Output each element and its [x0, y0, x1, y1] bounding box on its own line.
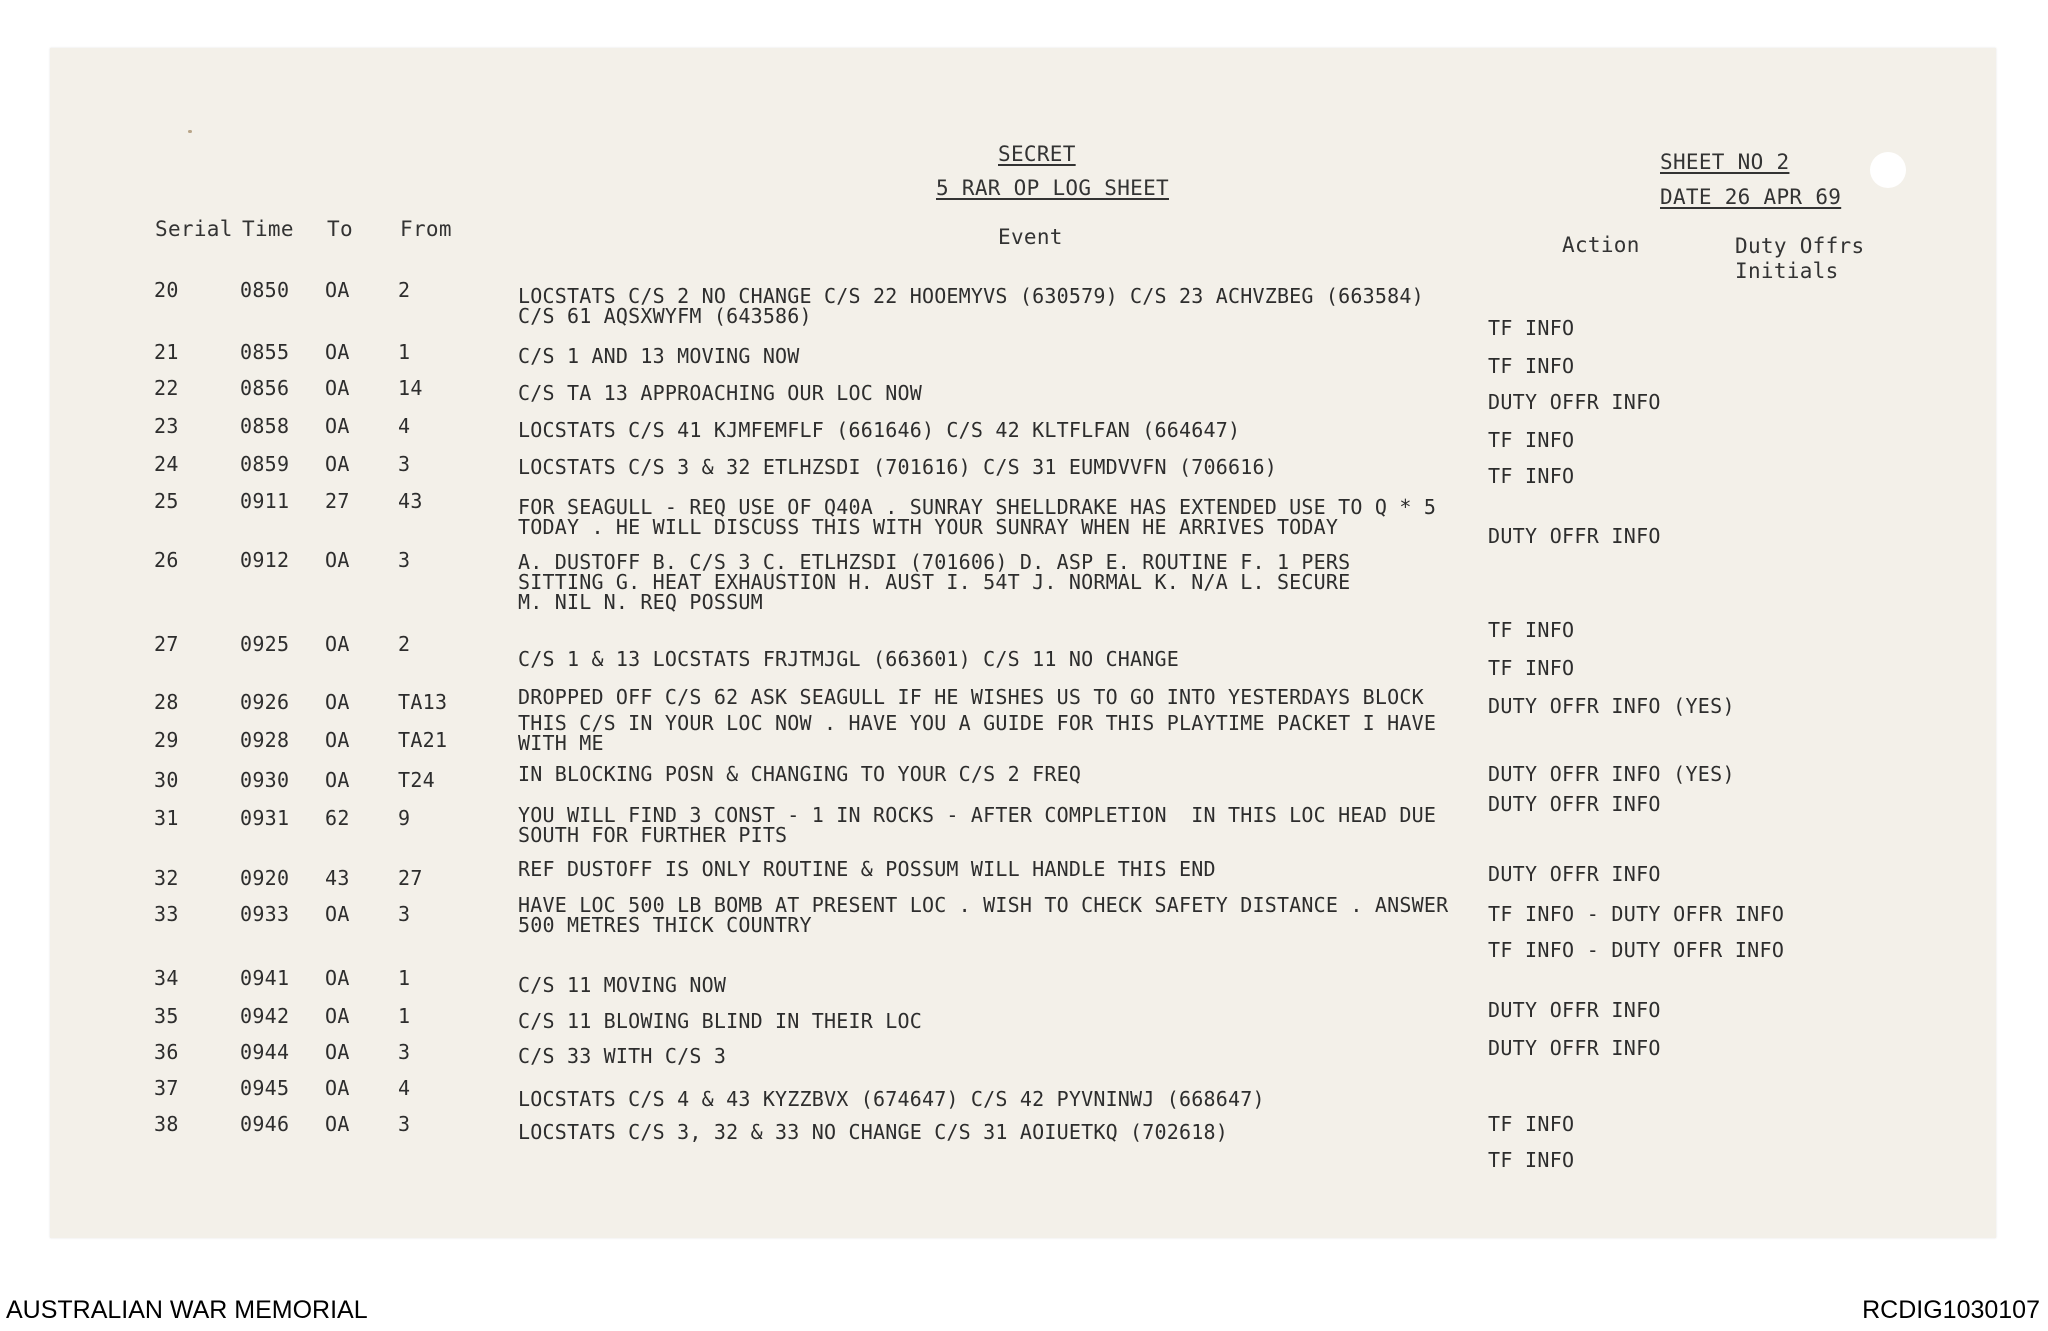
row-event-line: SOUTH FOR FURTHER PITS [518, 823, 788, 847]
row-event-line: LOCSTATS C/S 41 KJMFEMFLF (661646) C/S 42 KLTFLFAN (664647) [518, 418, 1241, 442]
row-time: 0858 [240, 414, 290, 438]
row-action: DUTY OFFR INFO (YES) [1488, 762, 1735, 786]
row-from: 43 [398, 489, 423, 513]
row-action: DUTY OFFR INFO (YES) [1488, 694, 1735, 718]
row-action: DUTY OFFR INFO [1488, 524, 1661, 548]
row-event-line: LOCSTATS C/S 3 & 32 ETLHZSDI (701616) C/S 31 EUMDVVFN (706616) [518, 455, 1277, 479]
row-from: 1 [398, 1004, 411, 1028]
row-from: 2 [398, 278, 411, 302]
row-serial: 23 [154, 414, 179, 438]
row-serial: 27 [154, 632, 179, 656]
row-time: 0859 [240, 452, 290, 476]
row-time: 0855 [240, 340, 290, 364]
row-from: 2 [398, 632, 411, 656]
row-event-line: SITTING G. HEAT EXHAUSTION H. AUST I. 54T J. NORMAL K. N/A L. SECURE [518, 570, 1351, 594]
col-to-header: To [327, 217, 353, 241]
row-event-line: HAVE LOC 500 LB BOMB AT PRESENT LOC . WISH TO CHECK SAFETY DISTANCE . ANSWER [518, 893, 1449, 917]
row-serial: 20 [154, 278, 179, 302]
row-action: DUTY OFFR INFO [1488, 998, 1661, 1022]
row-serial: 35 [154, 1004, 179, 1028]
row-event-line: DROPPED OFF C/S 62 ASK SEAGULL IF HE WISHES US TO GO INTO YESTERDAYS BLOCK [518, 685, 1424, 709]
row-time: 0925 [240, 632, 290, 656]
row-event-line: IN BLOCKING POSN & CHANGING TO YOUR C/S 2 FREQ [518, 762, 1082, 786]
col-duty-header-line2: Initials [1735, 259, 1839, 283]
row-from: 14 [398, 376, 423, 400]
row-event-line: C/S 1 AND 13 MOVING NOW [518, 344, 800, 368]
row-time: 0912 [240, 548, 290, 572]
row-action: TF INFO [1488, 656, 1575, 680]
row-event-line: FOR SEAGULL - REQ USE OF Q40A . SUNRAY SHELLDRAKE HAS EXTENDED USE TO Q * 5 [518, 495, 1437, 519]
row-from: TA21 [398, 728, 448, 752]
row-to: OA [325, 632, 350, 656]
row-serial: 32 [154, 866, 179, 890]
sheet-title: 5 RAR OP LOG SHEET [936, 176, 1169, 200]
row-time: 0933 [240, 902, 290, 926]
row-from: T24 [398, 768, 436, 792]
row-event-line: THIS C/S IN YOUR LOC NOW . HAVE YOU A GUIDE FOR THIS PLAYTIME PACKET I HAVE [518, 711, 1437, 735]
row-to: 27 [325, 489, 350, 513]
row-to: OA [325, 278, 350, 302]
row-serial: 24 [154, 452, 179, 476]
row-action: DUTY OFFR INFO [1488, 390, 1661, 414]
row-to: OA [325, 340, 350, 364]
row-event-line: C/S 33 WITH C/S 3 [518, 1044, 727, 1068]
row-serial: 25 [154, 489, 179, 513]
sheet-date: DATE 26 APR 69 [1660, 185, 1842, 209]
row-to: OA [325, 768, 350, 792]
row-time: 0941 [240, 966, 290, 990]
row-action: TF INFO [1488, 618, 1575, 642]
row-action: DUTY OFFR INFO [1488, 1036, 1661, 1060]
row-event-line: C/S 11 MOVING NOW [518, 973, 727, 997]
row-from: TA13 [398, 690, 448, 714]
row-serial: 38 [154, 1112, 179, 1136]
row-from: 1 [398, 340, 411, 364]
punch-hole [1870, 152, 1906, 188]
col-duty-header-line1: Duty Offrs [1735, 234, 1865, 258]
row-event-line: YOU WILL FIND 3 CONST - 1 IN ROCKS - AFTER COMPLETION IN THIS LOC HEAD DUE [518, 803, 1437, 827]
row-action: DUTY OFFR INFO [1488, 862, 1661, 886]
row-from: 3 [398, 1040, 411, 1064]
sheet-number: SHEET NO 2 [1660, 150, 1790, 174]
row-action: DUTY OFFR INFO [1488, 792, 1661, 816]
row-to: OA [325, 1004, 350, 1028]
row-time: 0850 [240, 278, 290, 302]
classification-heading: SECRET [998, 142, 1076, 166]
row-serial: 22 [154, 376, 179, 400]
row-action: TF INFO [1488, 428, 1575, 452]
paper-speck [188, 130, 192, 133]
row-event-line: TODAY . HE WILL DISCUSS THIS WITH YOUR SUNRAY WHEN HE ARRIVES TODAY [518, 515, 1339, 539]
row-action: TF INFO [1488, 464, 1575, 488]
row-event-line: 500 METRES THICK COUNTRY [518, 913, 812, 937]
row-to: OA [325, 966, 350, 990]
row-time: 0945 [240, 1076, 290, 1100]
row-to: OA [325, 1040, 350, 1064]
row-to: OA [325, 548, 350, 572]
col-time-header: Time [242, 217, 294, 241]
row-time: 0856 [240, 376, 290, 400]
row-time: 0926 [240, 690, 290, 714]
row-from: 9 [398, 806, 411, 830]
row-time: 0928 [240, 728, 290, 752]
row-from: 1 [398, 966, 411, 990]
row-action: TF INFO - DUTY OFFR INFO [1488, 902, 1785, 926]
row-to: OA [325, 690, 350, 714]
row-serial: 34 [154, 966, 179, 990]
row-from: 3 [398, 1112, 411, 1136]
row-action-trailing: TF INFO [1488, 1148, 1575, 1172]
row-to: OA [325, 1076, 350, 1100]
row-to: 62 [325, 806, 350, 830]
col-event-header: Event [998, 225, 1063, 249]
row-to: 43 [325, 866, 350, 890]
row-from: 4 [398, 414, 411, 438]
row-serial: 33 [154, 902, 179, 926]
row-event-line: LOCSTATS C/S 2 NO CHANGE C/S 22 HOOEMYVS (630579) C/S 23 ACHVZBEG (663584) [518, 284, 1424, 308]
row-time: 0942 [240, 1004, 290, 1028]
row-action: TF INFO [1488, 1112, 1575, 1136]
row-event-line: A. DUSTOFF B. C/S 3 C. ETLHZSDI (701606) D. ASP E. ROUTINE F. 1 PERS [518, 550, 1351, 574]
row-serial: 28 [154, 690, 179, 714]
col-serial-header: Serial [155, 217, 233, 241]
row-serial: 31 [154, 806, 179, 830]
row-event-line: WITH ME [518, 731, 604, 755]
row-event-line: REF DUSTOFF IS ONLY ROUTINE & POSSUM WILL HANDLE THIS END [518, 857, 1216, 881]
row-from: 4 [398, 1076, 411, 1100]
row-time: 0920 [240, 866, 290, 890]
row-time: 0946 [240, 1112, 290, 1136]
row-to: OA [325, 452, 350, 476]
row-event-line: M. NIL N. REQ POSSUM [518, 590, 763, 614]
row-time: 0944 [240, 1040, 290, 1064]
row-from: 3 [398, 548, 411, 572]
row-serial: 37 [154, 1076, 179, 1100]
row-action: TF INFO - DUTY OFFR INFO [1488, 938, 1785, 962]
row-action: TF INFO [1488, 316, 1575, 340]
row-time: 0931 [240, 806, 290, 830]
row-to: OA [325, 902, 350, 926]
row-time: 0930 [240, 768, 290, 792]
row-serial: 29 [154, 728, 179, 752]
row-serial: 30 [154, 768, 179, 792]
row-from: 3 [398, 452, 411, 476]
row-from: 27 [398, 866, 423, 890]
row-event-line: C/S 61 AQSXWYFM (643586) [518, 304, 812, 328]
row-to: OA [325, 728, 350, 752]
row-from: 3 [398, 902, 411, 926]
row-event-line: C/S TA 13 APPROACHING OUR LOC NOW [518, 381, 922, 405]
row-serial: 26 [154, 548, 179, 572]
row-action: TF INFO [1488, 354, 1575, 378]
row-to: OA [325, 376, 350, 400]
footer-archive-name: AUSTRALIAN WAR MEMORIAL [6, 1296, 368, 1324]
col-from-header: From [400, 217, 452, 241]
footer-record-id: RCDIG1030107 [1862, 1296, 2040, 1324]
row-serial: 21 [154, 340, 179, 364]
row-to: OA [325, 414, 350, 438]
row-to: OA [325, 1112, 350, 1136]
row-event-line: C/S 1 & 13 LOCSTATS FRJTMJGL (663601) C/S 11 NO CHANGE [518, 647, 1180, 671]
row-event-line: C/S 11 BLOWING BLIND IN THEIR LOC [518, 1009, 922, 1033]
row-event-line: LOCSTATS C/S 4 & 43 KYZZBVX (674647) C/S 42 PYVNINWJ (668647) [518, 1087, 1265, 1111]
col-action-header: Action [1562, 233, 1640, 257]
row-event-line: LOCSTATS C/S 3, 32 & 33 NO CHANGE C/S 31 AOIUETKQ (702618) [518, 1120, 1228, 1144]
row-time: 0911 [240, 489, 290, 513]
row-serial: 36 [154, 1040, 179, 1064]
